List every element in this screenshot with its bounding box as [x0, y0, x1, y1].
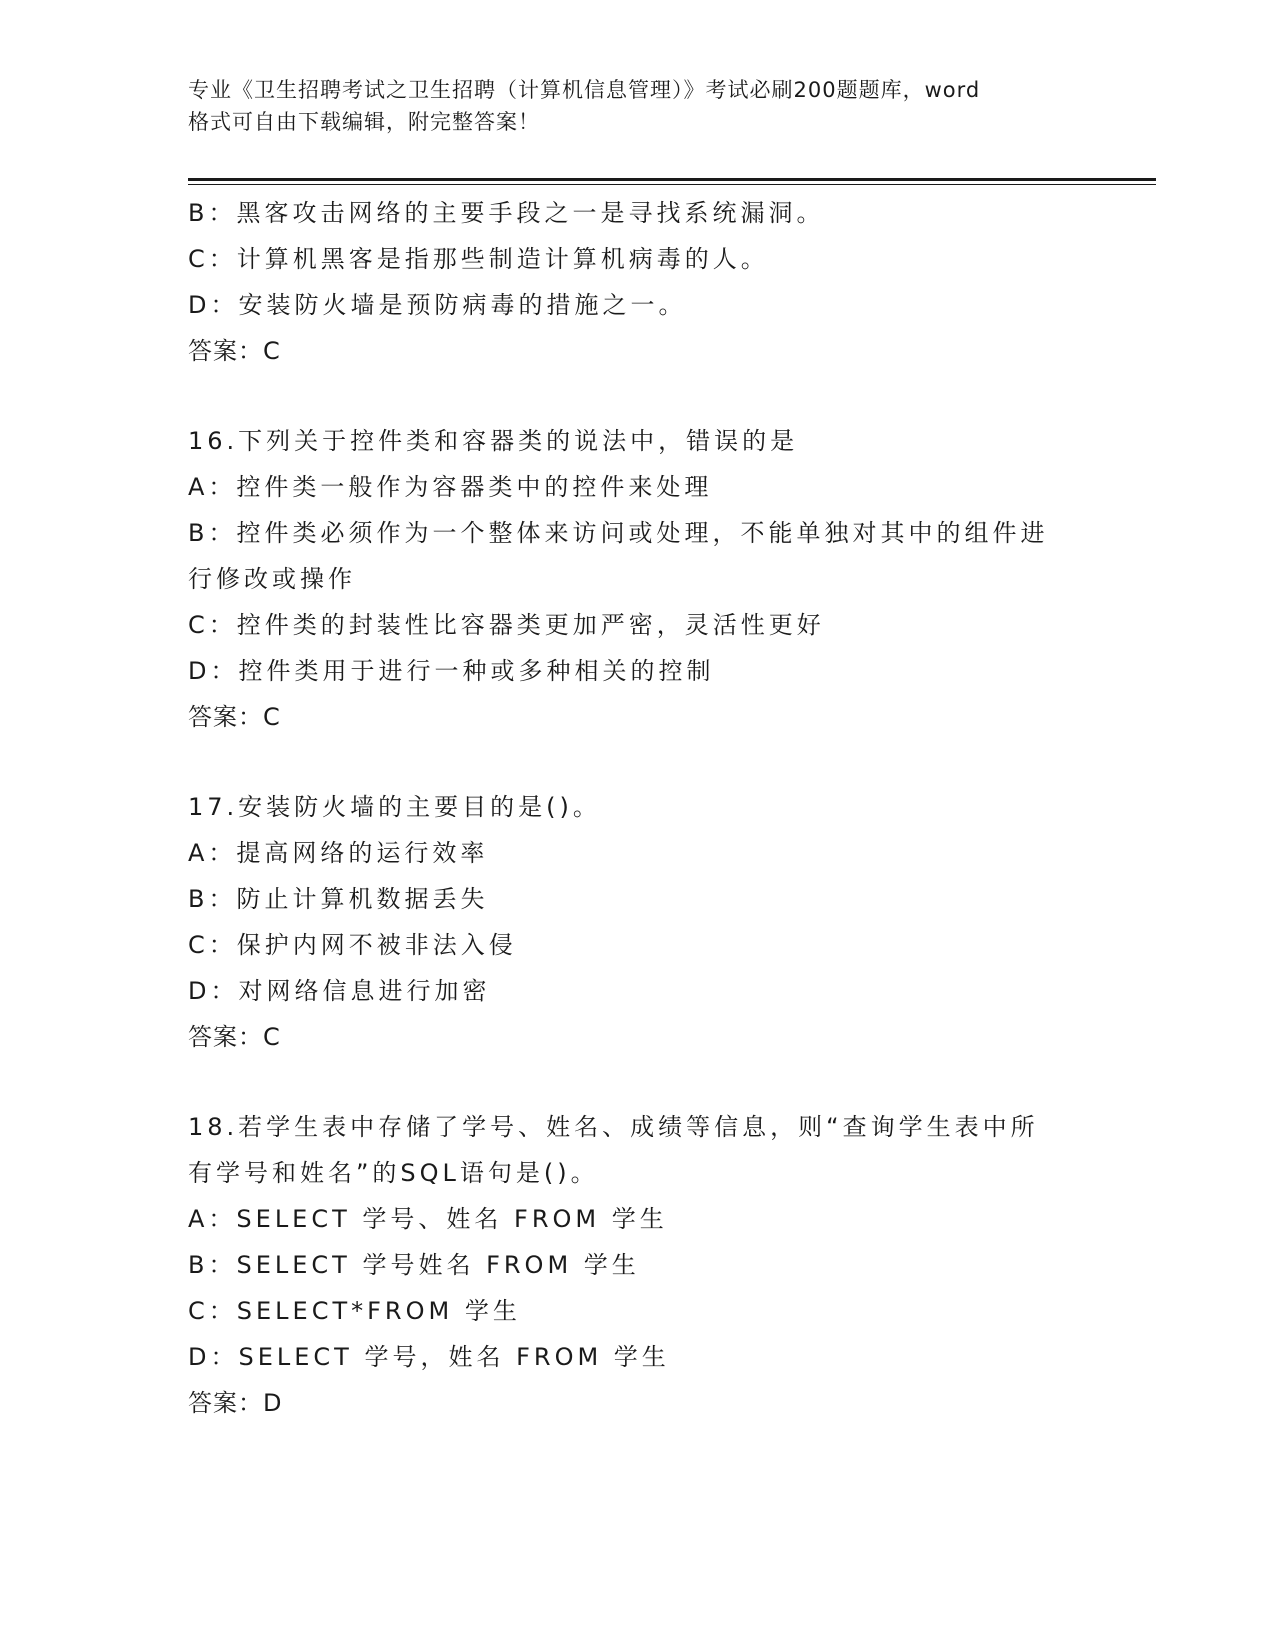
option-b: B：防止计算机数据丢失: [188, 885, 489, 913]
question-block-15: [188, 190, 1088, 374]
option-c: C：控件类的封装性比容器类更加严密，灵活性更好: [188, 611, 825, 639]
option-b: B：黑客攻击网络的主要手段之一是寻找系统漏洞。: [188, 199, 825, 227]
option-c: C：保护内网不被非法入侵: [188, 931, 517, 959]
option-b: B：控件类必须作为一个整体来访问或处理，不能单独对其中的组件进: [188, 519, 1049, 547]
question-text: 16.下列关于控件类和容器类的说法中，错误的是: [188, 427, 799, 455]
option-a: A：控件类一般作为容器类中的控件来处理: [188, 473, 713, 501]
option-d: D：SELECT 学号，姓名 FROM 学生: [188, 1343, 670, 1371]
document-header: [188, 74, 1088, 138]
question-text: 18.若学生表中存储了学号、姓名、成绩等信息，则“查询学生表中所: [188, 1113, 1039, 1141]
question-text-continued: 有学号和姓名”的SQL语句是()。: [188, 1159, 599, 1187]
answer-line: 答案：C: [188, 1023, 281, 1051]
question-block-18: [188, 1104, 1088, 1426]
option-c: C：计算机黑客是指那些制造计算机病毒的人。: [188, 245, 769, 273]
option-b: B：SELECT 学号姓名 FROM 学生: [188, 1251, 640, 1279]
question-list: [188, 190, 1088, 1426]
header-title-line-2: 格式可自由下载编辑，附完整答案！: [188, 110, 540, 134]
header-title-line-1: 专业《卫生招聘考试之卫生招聘（计算机信息管理）》考试必刷200题题库，word: [188, 78, 981, 102]
header-divider-thick: [188, 178, 1156, 181]
option-d: D：控件类用于进行一种或多种相关的控制: [188, 657, 715, 685]
option-a: A：SELECT 学号、姓名 FROM 学生: [188, 1205, 668, 1233]
option-a: A：提高网络的运行效率: [188, 839, 489, 867]
question-block-16: [188, 418, 1088, 740]
option-d: D：对网络信息进行加密: [188, 977, 491, 1005]
answer-line: 答案：C: [188, 703, 281, 731]
option-c: C：SELECT*FROM 学生: [188, 1297, 521, 1325]
option-d: D：安装防火墙是预防病毒的措施之一。: [188, 291, 687, 319]
question-text: 17.安装防火墙的主要目的是()。: [188, 793, 601, 821]
option-b-continued: 行修改或操作: [188, 565, 356, 593]
question-block-17: [188, 784, 1088, 1060]
answer-line: 答案：C: [188, 337, 281, 365]
answer-line: 答案：D: [188, 1389, 283, 1417]
header-divider-thin: [188, 184, 1156, 185]
